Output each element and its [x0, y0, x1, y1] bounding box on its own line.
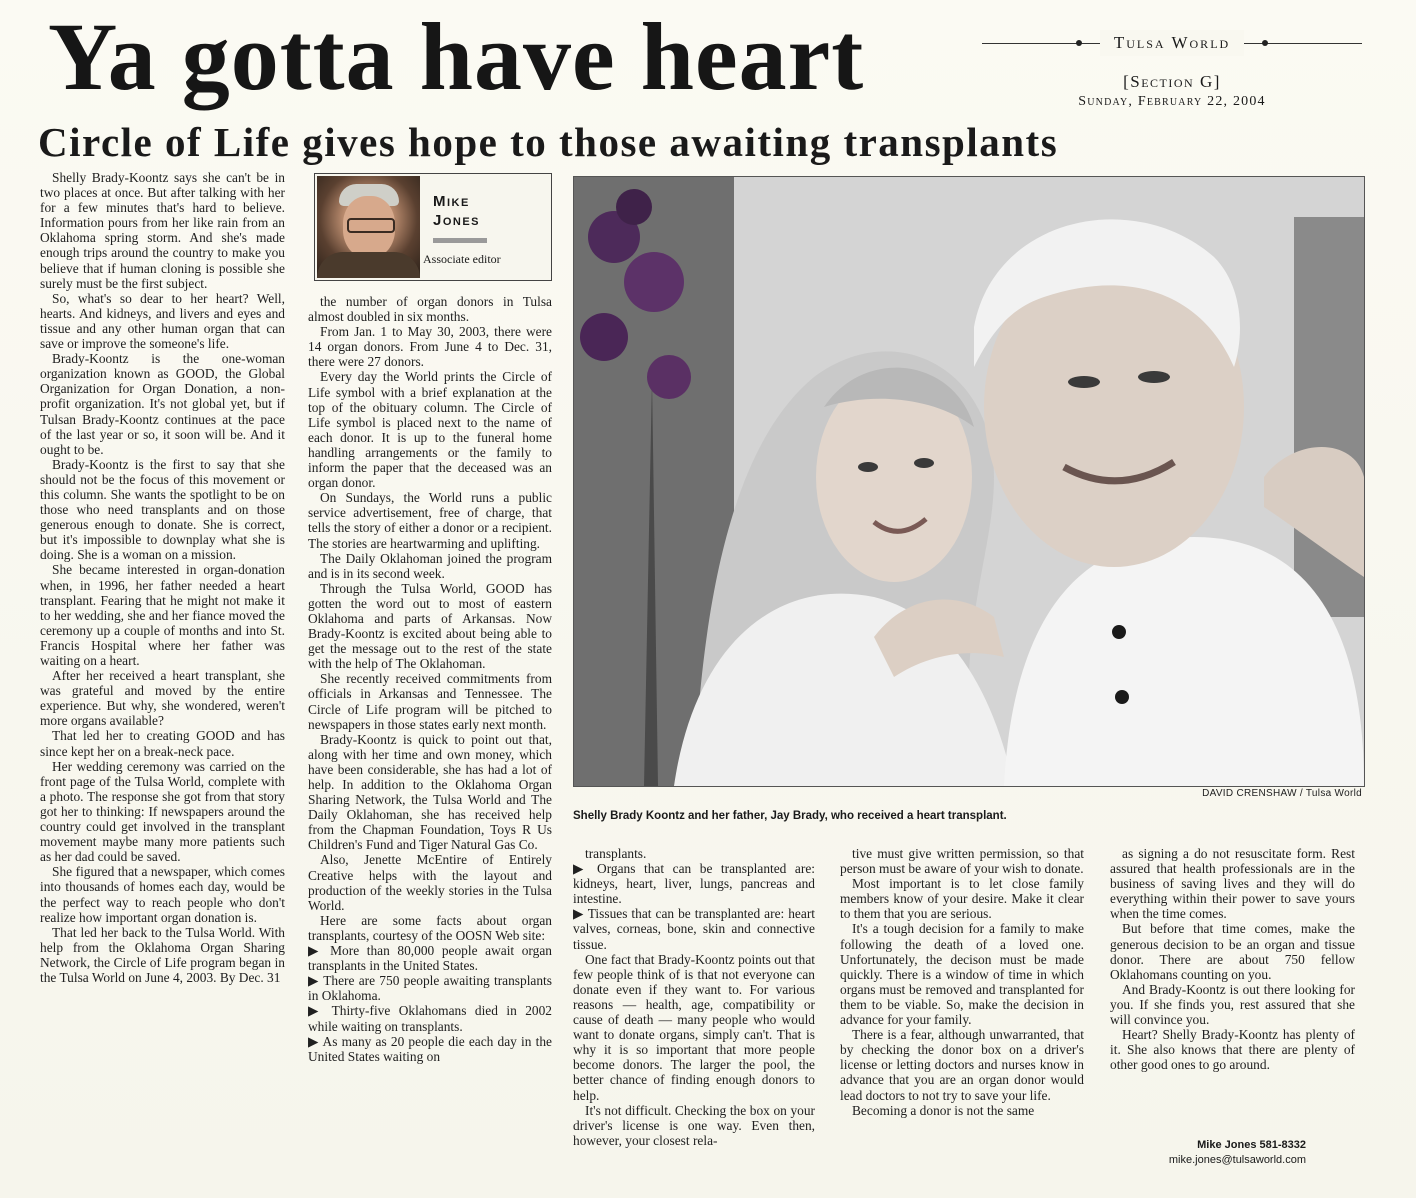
feature-photo-illustration	[574, 177, 1364, 786]
author-photo-shirt	[317, 252, 420, 278]
masthead-rule	[982, 30, 1362, 56]
paragraph: Brady-Koontz is quick to point out that, along with her time and own money, which have been considerable, she has had a lot of help. In addition to the Oklahoma Organ Sharing Network, the Tulsa World and The Daily Oklahoman, she has received help from the Chapman Foundation, Toys R Us Children's Fund and Tiger Natural Gas Co.	[308, 731, 552, 853]
article-column-1	[40, 170, 285, 985]
author-contact-email: mike.jones@tulsaworld.com	[1168, 1154, 1306, 1166]
masthead	[982, 30, 1362, 110]
paragraph: So, what's so dear to her heart? Well, hearts. And kidneys, and livers and eyes and tissue and any other human organ that can save or improve the someone's life.	[40, 290, 285, 352]
shirt-button-2	[1115, 690, 1129, 704]
paper-name: Tulsa World	[1100, 30, 1244, 56]
orchid-flower-4	[647, 355, 691, 399]
paragraph: And Brady-Koontz is out there looking for you. If she finds you, rest assured that she will convince you.	[1110, 981, 1355, 1028]
paragraph: She recently received commitments from officials in Arkansas and Tennessee. The Circle of Life program will be pitched to newspapers in those states early next month.	[308, 671, 552, 732]
author-contact-name-phone: Mike Jones 581-8332	[1197, 1139, 1306, 1151]
paragraph: ▶ Organs that can be transplanted are: kidneys, heart, liver, lungs, pancreas and intestine.	[573, 861, 815, 907]
paragraph: ▶ There are 750 people awaiting transplants in Oklahoma.	[308, 973, 552, 1004]
author-name	[433, 192, 480, 230]
orchid-flower-2	[624, 252, 684, 312]
woman-eye-right	[914, 458, 934, 468]
author-contact	[1110, 1138, 1306, 1168]
paragraph: ▶ Thirty-five Oklahomans died in 2002 while waiting on transplants.	[308, 1003, 552, 1034]
paragraph: transplants.	[585, 846, 647, 861]
masthead-dot-right	[1262, 40, 1268, 46]
paragraph: But before that time comes, make the generous decision to be an organ and tissue donor. There are about 750 fellow Oklahomans counting on you.	[1110, 921, 1355, 982]
paragraph: The Daily Oklahoman joined the program and is in its second week.	[308, 550, 552, 581]
paragraph: Every day the World prints the Circle of Life symbol with a brief explanation at the top of the obituary column. The Circle of Life symbol is placed next to the name of each donor. It is up to the funeral home handling arrangements or the family to inform the paper that the deceased was an organ donor.	[308, 369, 552, 491]
shirt-button-1	[1112, 625, 1126, 639]
paragraph: ▶ More than 80,000 people await organ transplants in the United States.	[308, 943, 552, 974]
author-role: Associate editor	[423, 252, 501, 266]
subheadline: Circle of Life gives hope to those awaiting transplants	[38, 119, 1059, 165]
paragraph: It's not difficult. Checking the box on your driver's license is one way. Even then, however, your closest rela-	[573, 1102, 815, 1148]
paragraph: Heart? Shelly Brady-Koontz has plenty of it. She also knows that there are plenty of other good ones to go around.	[1110, 1027, 1355, 1073]
paragraph: Through the Tulsa World, GOOD has gotten the word out to most of eastern Oklahoma and parts of Arkansas. Now Brady-Koontz is excited about being able to get the message out to the rest of the state with the help of The Oklahoman.	[308, 580, 552, 672]
paragraph: ▶ As many as 20 people die each day in the United States waiting on	[308, 1033, 552, 1064]
section-label: [Section G]	[1123, 72, 1221, 91]
article-column-4	[840, 846, 1084, 1118]
article-column-2	[308, 294, 552, 1064]
paragraph: It's a tough decision for a family to make following the death of a loved one. Unfortunately, the decison must be made quickly. There is a window of time in which organs must be removed and transplanted for them to be viable. So, make the decision in advance for your family.	[840, 921, 1084, 1028]
paragraph: There is a fear, although unwarranted, that by checking the donor box on a driver's license or letting doctors and nurses know in advance that you are an organ donor would lead doctors to not try to save your life.	[840, 1027, 1084, 1103]
man-eye-right	[1138, 371, 1170, 383]
paragraph: Becoming a donor is not the same	[852, 1102, 1035, 1118]
paragraph: That led her to creating GOOD and has since kept her on a break-neck pace.	[40, 728, 285, 759]
paragraph: Also, Jenette McEntire of Entirely Creative helps with the layout and production of the weekly stories in the Tulsa World.	[308, 852, 552, 913]
author-photo-glasses	[347, 218, 395, 233]
paragraph: Here are some facts about organ transplants, courtesy of the OOSN Web site:	[308, 912, 552, 943]
paragraph: Brady-Koontz is the one-woman organization known as GOOD, the Global Organization for Organ Donation, a non-profit organization. It's not global yet, but if Tulsan Brady-Koontz continues at the pace of the last year or so, it soon will be. And it ought to be.	[40, 351, 285, 457]
paragraph: She became interested in organ-donation when, in 1996, her father needed a heart transplant. Fearing that he might not make it to her wedding, she and her fiance moved the ceremony up a couple of months and into St. Francis Hospital where her father was waiting on a heart.	[40, 562, 285, 668]
paragraph: From Jan. 1 to May 30, 2003, there were 14 organ donors. From June 4 to Dec. 31, there were 27 donors.	[308, 324, 552, 370]
orchid-flower-3	[580, 313, 628, 361]
paragraph: Brady-Koontz is the first to say that she should not be the focus of this movement or this column. She wants the spotlight to be on those who need transplants and on those generous enough to donate. She is correct, but it's impossible to downplay what she is doing. She is a woman on a mission.	[40, 456, 285, 563]
woman-eye-left	[858, 462, 878, 472]
paragraph: Most important is to let close family members know of your desire. Make it clear to them that you are serious.	[840, 876, 1084, 922]
article-column-3	[573, 846, 815, 1148]
man-eye-left	[1068, 376, 1100, 388]
byline-box	[314, 173, 552, 281]
author-photo	[317, 176, 420, 278]
photo-caption: Shelly Brady Koontz and her father, Jay Brady, who received a heart transplant.	[573, 810, 1007, 822]
paragraph: as signing a do not resuscitate form. Rest assured that health professionals are in the business of saving lives and they will do everything within their power to save yours when the time comes.	[1110, 846, 1355, 922]
paragraph: She figured that a newspaper, which comes into thousands of homes each day, would be the perfect way to reach people who don't realize how important organ donation is.	[40, 864, 285, 925]
feature-photo	[573, 176, 1365, 787]
paragraph: ▶ Tissues that can be transplanted are: heart valves, corneas, bone, skin and connective tissue.	[573, 906, 815, 952]
paragraph: tive must give written permission, so that person must be aware of your wish to donate.	[840, 846, 1084, 877]
paragraph: That led her back to the Tulsa World. With help from the Oklahoma Organ Sharing Network, the Circle of Life program began in the Tulsa World on June 4, 2003. By Dec. 31	[40, 924, 285, 985]
photo-credit: DAVID CRENSHAW / Tulsa World	[1202, 788, 1362, 799]
paragraph: On Sundays, the World runs a public service advertisement, free of charge, that tells the story of either a donor or a recipient. The stories are heartwarming and uplifting.	[308, 490, 552, 551]
paragraph: the number of organ donors in Tulsa almost doubled in six months.	[308, 294, 552, 325]
paragraph: Her wedding ceremony was carried on the front page of the Tulsa World, complete with a photo. The response she got from that story got her to thinking: If newspapers around the country could get involved in the transplant movement maybe many more patients such as her dad could be saved.	[40, 758, 285, 865]
paragraph: Shelly Brady-Koontz says she can't be in two places at once. But after talking with her for a few minutes that's hard to believe. Information pours from her like rain from an Oklahoma spring storm. And she's made enough trips around the country to make you believe that if human cloning is possible she surely must be the first subject.	[40, 170, 285, 291]
headline: Ya gotta have heart	[48, 3, 865, 110]
author-last-name: Jones	[433, 212, 481, 229]
paragraph: After her received a heart transplant, she was grateful and moved by the entire experience. But why, she wondered, weren't more organs available?	[40, 668, 285, 729]
paragraph: One fact that Brady-Koontz points out that few people think of is that not everyone can donate even if they want to. For various reasons — health, age, compatibility or cause of death — many people who would want to donate organs, simply can't. That is why it is so important that more people become donors. The larger the pool, the better chance of finding enough donors to help.	[573, 951, 815, 1103]
author-first-name: Mike	[433, 193, 470, 210]
byline-rule	[433, 238, 487, 243]
orchid-flower-5	[616, 189, 652, 225]
issue-date: Sunday, February 22, 2004	[1078, 94, 1266, 109]
masthead-dot-left	[1076, 40, 1082, 46]
article-column-5	[1110, 846, 1355, 1072]
